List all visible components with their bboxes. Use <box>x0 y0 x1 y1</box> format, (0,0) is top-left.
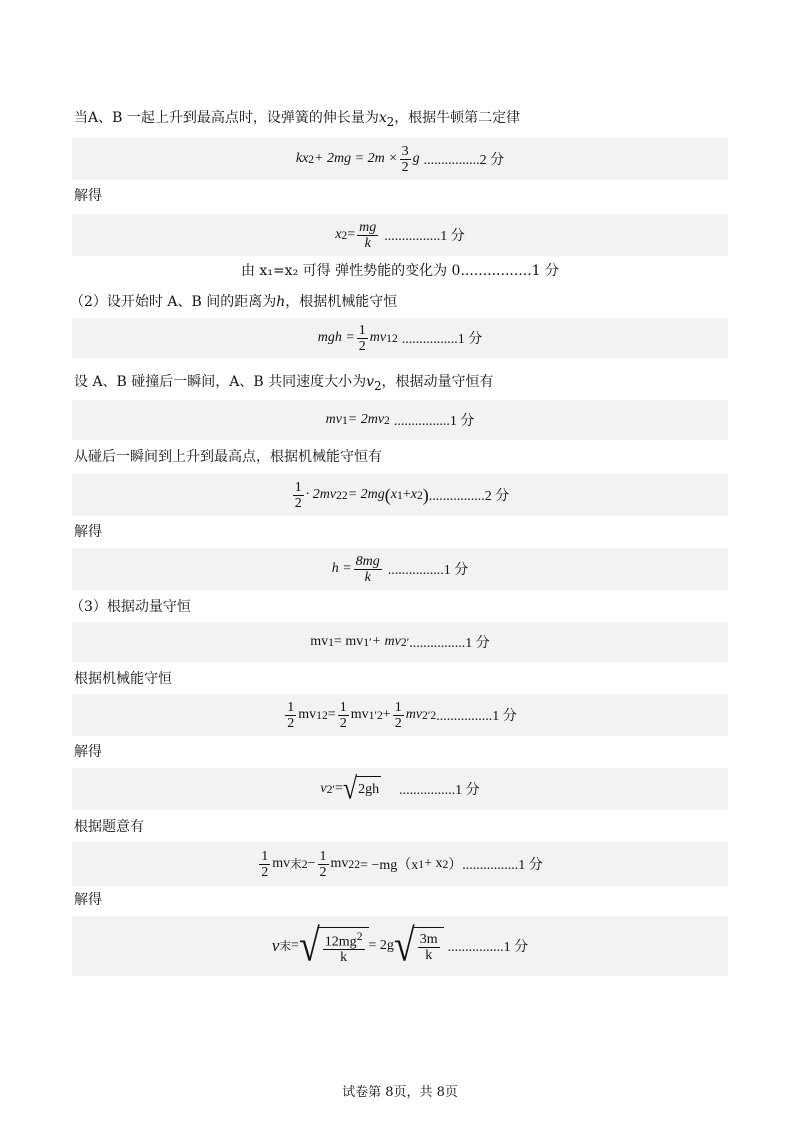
equation-box-10 <box>72 842 728 886</box>
equation-mgh: mgh = $\frac{1}{2}$ mv 1 2 ................1 分 <box>317 322 483 354</box>
text-jiede-1: 解得 <box>74 188 102 204</box>
equation-box-1 <box>72 138 728 180</box>
page-footer: 试卷第 8页，共 8页 <box>342 1085 458 1100</box>
text-jiede-3: 解得 <box>74 744 102 760</box>
equation-box-7 <box>72 622 728 662</box>
equation-box-8 <box>72 694 728 736</box>
equation-x2: x 2 = $\frac{mg}{k}$ ................1 分 <box>335 219 465 251</box>
equation-v2prime: v 2 ′ = √ 2gh ................1 分 <box>320 771 480 806</box>
fraction: $\frac{3}{2}$ <box>401 143 409 175</box>
equation-newton: kx 2 + 2mg = 2m × $\frac{3}{2}$ g ................2 分 <box>295 143 505 175</box>
equation-box-5 <box>72 474 728 516</box>
text-energy: 根据机械能守恒 <box>74 671 172 687</box>
equation-v-final: v 末 = √ $\frac{12mg^2}{k}$ = 2g √ $\frac{3m}{k}$ ................1 分 <box>271 920 529 972</box>
sqrt: √ 2gh <box>342 771 380 806</box>
equation-box-2 <box>72 214 728 256</box>
fraction: $\frac{3m}{k}$ <box>419 931 438 963</box>
fraction: $\frac{1}{2}$ <box>319 848 327 880</box>
text-collision: 设 A、B 碰撞后一瞬间，A、B 共同速度大小为$v_2$，根据动量守恒有 <box>74 374 494 393</box>
sqrt: √ $\frac{3m}{k}$ <box>394 927 444 965</box>
sqrt: √ $\frac{12mg^2}{k}$ <box>299 927 369 966</box>
text-rise: 从碰后一瞬间到上升到最高点，根据机械能守恒有 <box>74 449 382 465</box>
fraction: $\frac{1}{2}$ <box>294 479 302 511</box>
fraction: $\frac{1}{2}$ <box>339 699 347 731</box>
equation-final-energy: $\frac{1}{2}$ mv 末 2 − $\frac{1}{2}$ mv 2 2 = −mg（x 1 + x 2 ） ................1 分 <box>261 848 543 880</box>
fraction: $\frac{1}{2}$ <box>358 322 366 354</box>
equation-box-6 <box>72 548 728 590</box>
equation-h: h = $\frac{8mg}{k}$ ................1 分 <box>331 553 469 585</box>
text-elastic-energy: 由 x₁=x₂ 可得 弹性势能的变化为 0................1 分 <box>240 263 559 279</box>
text-jiede-2: 解得 <box>74 524 102 540</box>
fraction: $\frac{8mg}{k}$ <box>355 553 380 585</box>
fraction: $\frac{1}{2}$ <box>394 699 402 731</box>
fraction: $\frac{1}{2}$ <box>287 699 295 731</box>
equation-box-9 <box>72 768 728 810</box>
text-line-1: 当A、B 一起上升到最高点时，设弹簧的伸长量为$x_2$，根据牛顿第二定律 <box>74 110 521 129</box>
equation-momentum: mv 1 = 2mv 2 ................1 分 <box>325 412 475 429</box>
text-meaning: 根据题意有 <box>74 819 144 835</box>
equation-energy-3: $\frac{1}{2}$ mv 1 2 = $\frac{1}{2}$ mv 1 ′2 + $\frac{1}{2}$ mv 2 ′2 ................1 分 <box>287 699 517 731</box>
text-q3: （3）根据动量守恒 <box>70 599 191 615</box>
equation-box-4 <box>72 400 728 440</box>
equation-energy-rise: $\frac{1}{2}$ · 2mv 2 2 = 2mg ( x 1 + x 2 ) ................2 分 <box>294 479 510 511</box>
fraction: $\frac{1}{2}$ <box>261 848 269 880</box>
text-q2: （2）设开始时 A、B 间的距离为h，根据机械能守恒 <box>70 294 398 310</box>
equation-box-11 <box>72 916 728 976</box>
fraction: $\frac{mg}{k}$ <box>359 219 377 251</box>
equation-box-3 <box>72 318 728 358</box>
equation-momentum-3: mv 1 = mv 1 ′ + mv 2 ′ ................1 分 <box>310 634 490 651</box>
fraction: $\frac{12mg^2}{k}$ <box>324 929 363 966</box>
text-jiede-4: 解得 <box>74 892 102 908</box>
